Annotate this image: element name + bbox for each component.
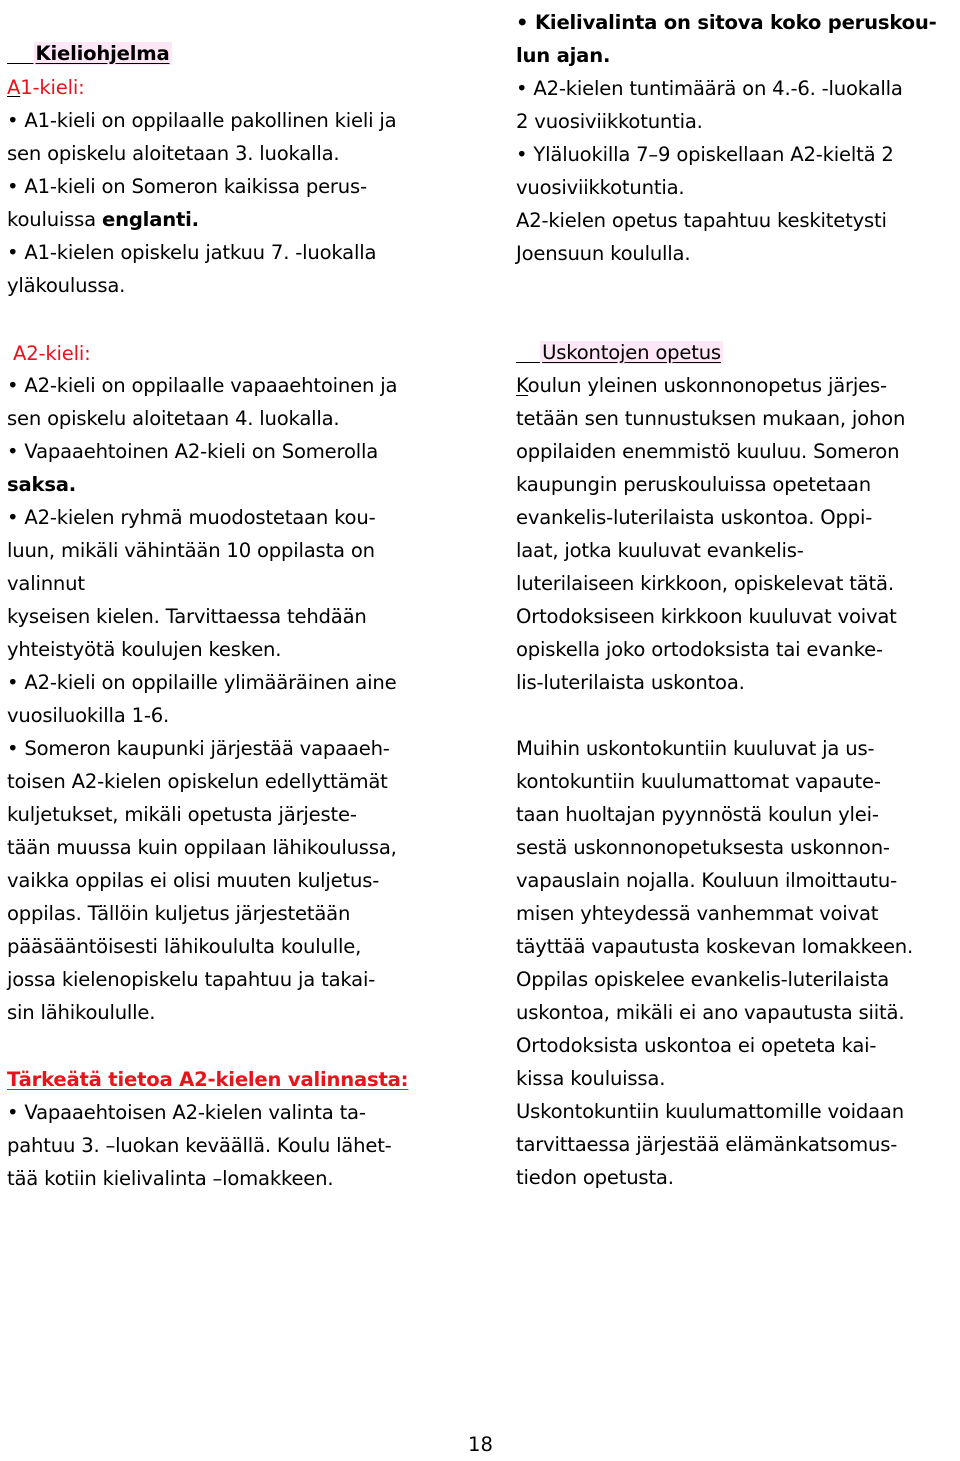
a2-heading: A2-kieli: xyxy=(13,342,91,365)
a2-info-line: Joensuun koululla. xyxy=(516,242,691,265)
exemption-paragraph-line: misen yhteydessä vanhemmat voivat xyxy=(516,902,879,925)
a2-line: valinnut xyxy=(7,572,85,595)
a2-line: vaikka oppilas ei olisi muuten kuljetus- xyxy=(7,869,380,892)
important-line: tää kotiin kielivalinta –lomakkeen. xyxy=(7,1167,334,1190)
religion-paragraph-line: laat, jotka kuuluvat evankelis- xyxy=(516,539,804,562)
a2-line: vuosiluokilla 1-6. xyxy=(7,704,170,727)
a2-info-line: • A2-kielen tuntimäärä on 4.-6. -luokalla xyxy=(516,77,903,100)
document-title xyxy=(7,4,172,65)
a2-line: • A2-kieli on oppilaalle vapaaehtoinen ja xyxy=(7,374,398,397)
page-number: 18 xyxy=(468,1433,493,1456)
exemption-paragraph-line: sestä uskonnonopetuksesta uskonnon- xyxy=(516,836,890,859)
a1-line: • A1-kieli on Someron kaikissa perus- xyxy=(7,175,367,198)
religion-paragraph-line: evankelis-luterilaista uskontoa. Oppi- xyxy=(516,506,873,529)
a2-line: sin lähikoululle. xyxy=(7,1001,156,1024)
exemption-paragraph-line: tarvittaessa järjestää elämänkatsomus- xyxy=(516,1133,898,1156)
document-title-text: Kieliohjelma xyxy=(35,42,170,65)
religion-paragraph-line: Koulun yleinen uskonnonopetus järjes- xyxy=(516,374,887,397)
a2-line: tään muussa kuin oppilaan lähikoulussa, xyxy=(7,836,397,859)
a2-language-emphasis: saksa. xyxy=(7,473,77,496)
a2-line: yhteistyötä koulujen kesken. xyxy=(7,638,282,661)
exemption-paragraph-line: Muihin uskontokuntiin kuuluvat ja us- xyxy=(516,737,875,760)
a2-info-line: • Yläluokilla 7–9 opiskellaan A2-kieltä 2 xyxy=(516,143,894,166)
a2-line: kuljetukset, mikäli opetusta järjeste- xyxy=(7,803,357,826)
exemption-paragraph-line: uskontoa, mikäli ei ano vapautusta siitä. xyxy=(516,1001,905,1024)
important-heading: Tärkeätä tietoa A2-kielen valinnasta: xyxy=(7,1068,409,1091)
religion-paragraph-line: luterilaiseen kirkkoon, opiskelevat tätä. xyxy=(516,572,894,595)
a2-info-line: vuosiviikkotuntia. xyxy=(516,176,685,199)
exemption-paragraph-line: Oppilas opiskelee evankelis-luterilaista xyxy=(516,968,890,991)
a2-info-line: 2 vuosiviikkotuntia. xyxy=(516,110,703,133)
a1-line: • A1-kieli on oppilaalle pakollinen kieli ja xyxy=(7,109,397,132)
religion-paragraph-line: oppilaiden enemmistö kuuluu. Someron xyxy=(516,440,900,463)
exemption-paragraph-line: taan huoltajan pyynnöstä koulun ylei- xyxy=(516,803,879,826)
a2-line: kyseisen kielen. Tarvittaessa tehdään xyxy=(7,605,367,628)
a1-line-text: kouluissa xyxy=(7,208,103,231)
a2-info-line: lun ajan. xyxy=(516,44,611,67)
a2-line: • A2-kielen ryhmä muodostetaan kou- xyxy=(7,506,376,529)
a1-line xyxy=(7,203,199,236)
exemption-paragraph-line: vapauslain nojalla. Kouluun ilmoittautu- xyxy=(516,869,897,892)
religion-paragraph-line: tetään sen tunnustuksen mukaan, johon xyxy=(516,407,906,430)
a1-heading: A1-kieli: xyxy=(7,76,85,99)
exemption-paragraph-line: kontokuntiin kuulumattomat vapaute- xyxy=(516,770,881,793)
a2-line: • Someron kaupunki järjestää vapaaeh- xyxy=(7,737,390,760)
religion-heading xyxy=(516,303,723,364)
a1-line: • A1-kielen opiskelu jatkuu 7. -luokalla xyxy=(7,241,377,264)
a2-line: sen opiskelu aloitetaan 4. luokalla. xyxy=(7,407,340,430)
exemption-paragraph-line: Uskontokuntiin kuulumattomille voidaan xyxy=(516,1100,904,1123)
a2-line: oppilas. Tällöin kuljetus järjestetään xyxy=(7,902,351,925)
a2-info-line: A2-kielen opetus tapahtuu keskitetysti xyxy=(516,209,887,232)
important-line: • Vapaaehtoisen A2-kielen valinta ta- xyxy=(7,1101,366,1124)
religion-paragraph-line: Ortodoksiseen kirkkoon kuuluvat voivat xyxy=(516,605,897,628)
religion-paragraph-line: kaupungin peruskouluissa opetetaan xyxy=(516,473,871,496)
a2-line: luun, mikäli vähintään 10 oppilasta on xyxy=(7,539,375,562)
a1-line: sen opiskelu aloitetaan 3. luokalla. xyxy=(7,142,340,165)
important-line: pahtuu 3. –luokan keväällä. Koulu lähet- xyxy=(7,1134,392,1157)
a2-line: • Vapaaehtoinen A2-kieli on Somerolla xyxy=(7,440,379,463)
a2-line: pääsääntöisesti lähikoululta koululle, xyxy=(7,935,362,958)
exemption-paragraph-line: tiedon opetusta. xyxy=(516,1166,674,1189)
exemption-paragraph-line: kissa kouluissa. xyxy=(516,1067,666,1090)
religion-paragraph-line: lis-luterilaista uskontoa. xyxy=(516,671,745,694)
a2-line: • A2-kieli on oppilaille ylimääräinen aine xyxy=(7,671,397,694)
a1-language-emphasis: englanti. xyxy=(102,208,199,231)
a1-line: yläkoulussa. xyxy=(7,274,126,297)
a2-info-line: • Kielivalinta on sitova koko peruskou- xyxy=(516,11,937,34)
religion-heading-text: Uskontojen opetus xyxy=(542,341,721,364)
a2-line: toisen A2-kielen opiskelun edellyttämät xyxy=(7,770,388,793)
a2-line: jossa kielenopiskelu tapahtuu ja takai- xyxy=(7,968,376,991)
religion-paragraph-line: opiskella joko ortodoksista tai evanke- xyxy=(516,638,883,661)
exemption-paragraph-line: Ortodoksista uskontoa ei opeteta kai- xyxy=(516,1034,877,1057)
exemption-paragraph-line: täyttää vapautusta koskevan lomakkeen. xyxy=(516,935,914,958)
